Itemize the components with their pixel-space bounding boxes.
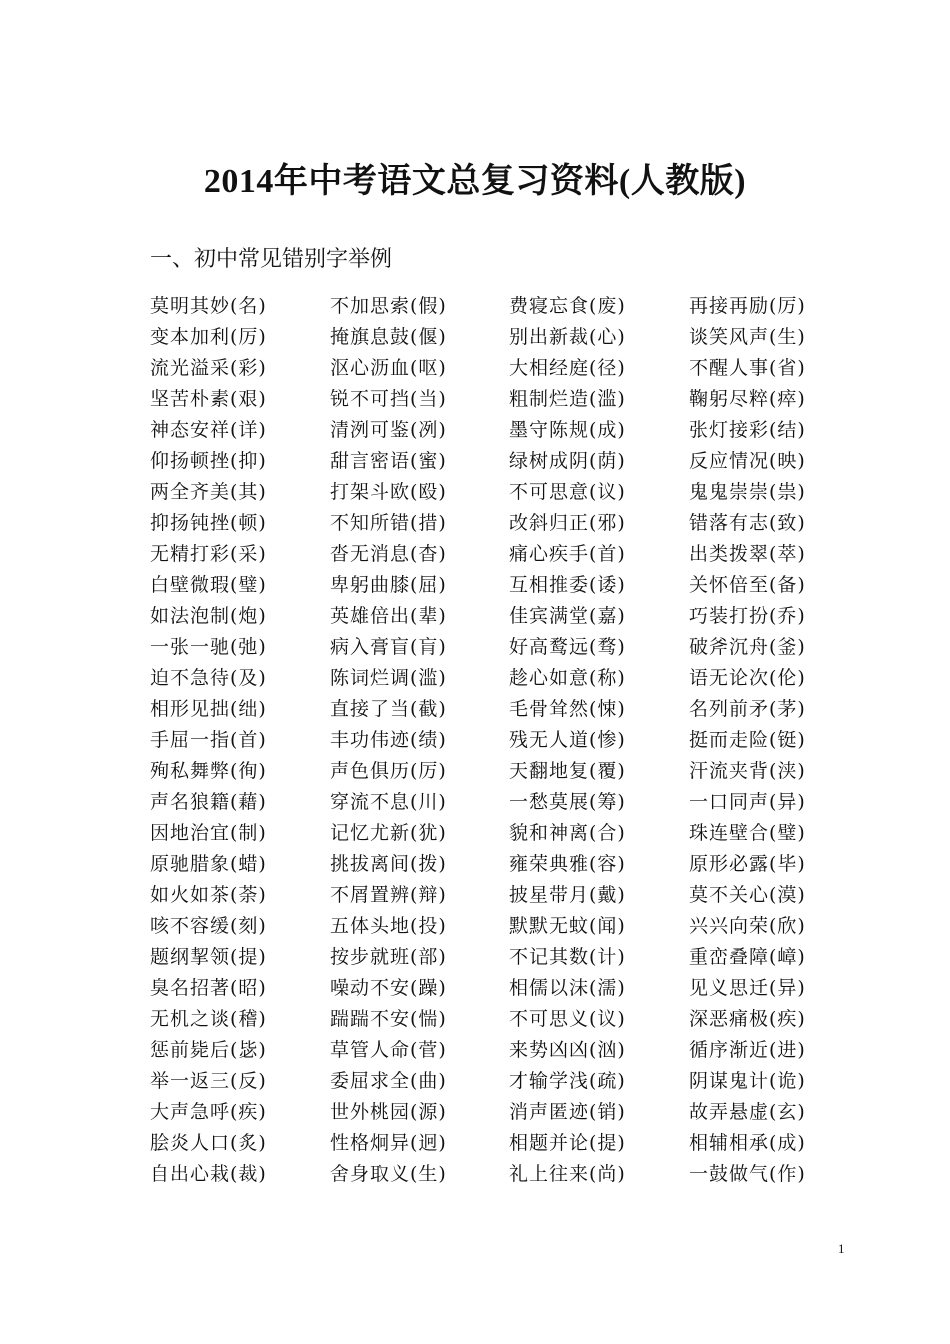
idiom-entry: 互相推委(诿) (509, 574, 626, 596)
idiom-entry: 墨守陈规(成) (509, 419, 626, 441)
idiom-entry: 锐不可挡(当) (330, 388, 447, 410)
idiom-entry: 相题并论(提) (509, 1132, 626, 1154)
idiom-entry: 丰功伟迹(绩) (330, 729, 447, 751)
idiom-entry: 汗流夹背(浃) (689, 760, 806, 782)
idiom-entry: 惩前毙后(毖) (150, 1039, 267, 1061)
table-row (150, 477, 830, 508)
table-row (150, 353, 830, 384)
idiom-entry: 英雄倍出(辈) (330, 605, 447, 627)
idiom-entry: 按步就班(部) (330, 946, 447, 968)
table-row (150, 756, 830, 787)
idiom-entry: 谈笑风声(生) (689, 326, 806, 348)
idiom-entry: 貌和神离(合) (509, 822, 626, 844)
idiom-entry: 残无人道(惨) (509, 729, 626, 751)
idiom-entry: 关怀倍至(备) (689, 574, 806, 596)
idiom-entry: 手屈一指(首) (150, 729, 267, 751)
idiom-entry: 病入膏盲(肓) (330, 636, 447, 658)
idiom-entry: 咳不容缓(刻) (150, 915, 267, 937)
idiom-entry: 不醒人事(省) (689, 357, 806, 379)
idiom-entry: 别出新裁(心) (509, 326, 626, 348)
idiom-entry: 神态安祥(详) (150, 419, 267, 441)
idiom-entry: 掩旗息鼓(偃) (330, 326, 447, 348)
table-row (150, 849, 830, 880)
idiom-entry: 故弄悬虚(玄) (689, 1101, 806, 1123)
idiom-entry: 兴兴向荣(欣) (689, 915, 806, 937)
idiom-entry: 见义思迁(异) (689, 977, 806, 999)
idiom-entry: 阴谋鬼计(诡) (689, 1070, 806, 1092)
idiom-entry: 无精打彩(采) (150, 543, 267, 565)
idiom-entry: 再接再励(厉) (689, 295, 806, 317)
idiom-entry: 两全齐美(其) (150, 481, 267, 503)
idiom-entry: 相辅相承(成) (689, 1132, 806, 1154)
idiom-entry: 深恶痛极(疾) (689, 1008, 806, 1030)
idiom-entry: 直接了当(截) (330, 698, 447, 720)
idiom-entry: 清洌可鉴(冽) (330, 419, 447, 441)
idiom-entry: 坚苦朴素(艰) (150, 388, 267, 410)
idiom-entry: 挺而走险(铤) (689, 729, 806, 751)
idiom-entry: 陈词烂调(滥) (330, 667, 447, 689)
idiom-entry: 不可思义(议) (509, 1008, 626, 1030)
idiom-entry: 相形见拙(绌) (150, 698, 267, 720)
idiom-entry: 消声匿迹(销) (509, 1101, 626, 1123)
idiom-entry: 改斜归正(邪) (509, 512, 626, 534)
idiom-entry: 挑拔离间(拨) (330, 853, 447, 875)
table-row (150, 1035, 830, 1066)
idiom-entry: 来势凶凶(汹) (509, 1039, 626, 1061)
idiom-entry: 才输学浅(疏) (509, 1070, 626, 1092)
idiom-entry: 佳宾满堂(嘉) (509, 605, 626, 627)
idiom-entry: 原形必露(毕) (689, 853, 806, 875)
document-title: 2014年中考语文总复习资料(人教版) (203, 163, 747, 200)
idiom-entry: 反应情况(映) (689, 450, 806, 472)
idiom-entry: 不加思索(假) (330, 295, 447, 317)
idiom-entry: 无机之谈(稽) (150, 1008, 267, 1030)
idiom-entry: 莫不关心(漠) (689, 884, 806, 906)
idiom-entry: 破斧沉舟(釜) (689, 636, 806, 658)
table-row (150, 1066, 830, 1097)
idiom-entry: 题纲挈领(提) (150, 946, 267, 968)
idiom-entry: 大声急呼(疾) (150, 1101, 267, 1123)
table-row (150, 973, 830, 1004)
table-row (150, 446, 830, 477)
table-row (150, 663, 830, 694)
idiom-entry: 趁心如意(称) (509, 667, 626, 689)
idiom-entry: 声名狼籍(藉) (150, 791, 267, 813)
idiom-entry: 珠连壁合(璧) (689, 822, 806, 844)
idiom-entry: 一口同声(异) (689, 791, 806, 813)
idiom-entry: 穿流不息(川) (330, 791, 447, 813)
idiom-entry: 默默无蚊(闻) (509, 915, 626, 937)
idiom-entry: 张灯接彩(结) (689, 419, 806, 441)
idiom-entry: 鬼鬼崇崇(祟) (689, 481, 806, 503)
idiom-entry: 好高鹜远(骛) (509, 636, 626, 658)
idiom-entry: 五体头地(投) (330, 915, 447, 937)
table-row (150, 787, 830, 818)
table-row (150, 508, 830, 539)
idiom-entry: 委屈求全(曲) (330, 1070, 447, 1092)
table-row (150, 880, 830, 911)
idiom-entry: 粗制烂造(滥) (509, 388, 626, 410)
idiom-entry: 一愁莫展(筹) (509, 791, 626, 813)
idiom-entry: 原驰腊象(蜡) (150, 853, 267, 875)
idiom-entry: 鞠躬尽粹(瘁) (689, 388, 806, 410)
idiom-entry: 语无论次(伦) (689, 667, 806, 689)
idiom-entry: 如火如茶(荼) (150, 884, 267, 906)
idiom-entry: 错落有志(致) (689, 512, 806, 534)
idiom-entry: 不知所错(措) (330, 512, 447, 534)
idiom-entry: 披星带月(戴) (509, 884, 626, 906)
table-row (150, 539, 830, 570)
table-row (150, 911, 830, 942)
table-row (150, 942, 830, 973)
idiom-entry: 大相经庭(径) (509, 357, 626, 379)
idiom-entry: 脍炎人口(炙) (150, 1132, 267, 1154)
idiom-entry: 不屑置辨(辩) (330, 884, 447, 906)
idiom-entry: 草管人命(菅) (330, 1039, 447, 1061)
idiom-entry: 仰扬顿挫(抑) (150, 450, 267, 472)
idiom-entry: 自出心栽(裁) (150, 1163, 267, 1185)
idiom-entry: 毛骨耸然(悚) (509, 698, 626, 720)
section-heading: 一、初中常见错别字举例 (150, 247, 393, 272)
idiom-entry: 沤心沥血(呕) (330, 357, 447, 379)
idiom-entry: 循序渐近(进) (689, 1039, 806, 1061)
table-row (150, 725, 830, 756)
idiom-entry: 不可思意(议) (509, 481, 626, 503)
idiom-entry: 变本加利(厉) (150, 326, 267, 348)
idiom-entry: 噪动不安(躁) (330, 977, 447, 999)
idiom-entry: 礼上往来(尚) (509, 1163, 626, 1185)
idiom-entry: 舍身取义(生) (330, 1163, 447, 1185)
table-row (150, 291, 830, 322)
idiom-entry: 一张一驰(弛) (150, 636, 267, 658)
table-row (150, 818, 830, 849)
idiom-entry: 世外桃园(源) (330, 1101, 447, 1123)
idiom-entry: 臭名招著(昭) (150, 977, 267, 999)
table-row (150, 1159, 830, 1190)
idiom-entry: 巧装打扮(乔) (689, 605, 806, 627)
page-number: 1 (838, 1241, 845, 1256)
idiom-entry: 出类拨翠(萃) (689, 543, 806, 565)
table-row (150, 1128, 830, 1159)
idiom-entry: 抑扬钝挫(顿) (150, 512, 267, 534)
idiom-entry: 如法泡制(炮) (150, 605, 267, 627)
idiom-entry: 打架斗欧(殴) (330, 481, 447, 503)
table-row (150, 694, 830, 725)
idiom-entry: 沓无消息(杳) (330, 543, 447, 565)
table-row (150, 415, 830, 446)
table-row (150, 384, 830, 415)
idiom-entry: 因地治宜(制) (150, 822, 267, 844)
idiom-entry: 不记其数(计) (509, 946, 626, 968)
idiom-entry: 莫明其妙(名) (150, 295, 267, 317)
idiom-entry: 性格炯异(迥) (330, 1132, 447, 1154)
idiom-entry: 白壁微瑕(璧) (150, 574, 267, 596)
idiom-entry: 一鼓做气(作) (689, 1163, 806, 1185)
idiom-entry: 流光溢采(彩) (150, 357, 267, 379)
idiom-entry: 卑躬曲膝(屈) (330, 574, 447, 596)
table-row (150, 632, 830, 663)
idiom-entry: 记忆尤新(犹) (330, 822, 447, 844)
idiom-entry: 雍荣典雅(容) (509, 853, 626, 875)
typo-examples-grid (150, 291, 830, 1190)
table-row (150, 1097, 830, 1128)
table-row (150, 601, 830, 632)
table-row (150, 570, 830, 601)
idiom-entry: 天翻地复(覆) (509, 760, 626, 782)
table-row (150, 322, 830, 353)
idiom-entry: 声色俱历(厉) (330, 760, 447, 782)
idiom-entry: 重峦叠障(嶂) (689, 946, 806, 968)
idiom-entry: 甜言密语(蜜) (330, 450, 447, 472)
idiom-entry: 殉私舞弊(徇) (150, 760, 267, 782)
idiom-entry: 费寝忘食(废) (509, 295, 626, 317)
idiom-entry: 迫不急待(及) (150, 667, 267, 689)
table-row (150, 1004, 830, 1035)
idiom-entry: 绿树成阴(荫) (509, 450, 626, 472)
idiom-entry: 名列前矛(茅) (689, 698, 806, 720)
idiom-entry: 痛心疾手(首) (509, 543, 626, 565)
idiom-entry: 举一返三(反) (150, 1070, 267, 1092)
idiom-entry: 踹踹不安(惴) (330, 1008, 447, 1030)
idiom-entry: 相儒以沫(濡) (509, 977, 626, 999)
